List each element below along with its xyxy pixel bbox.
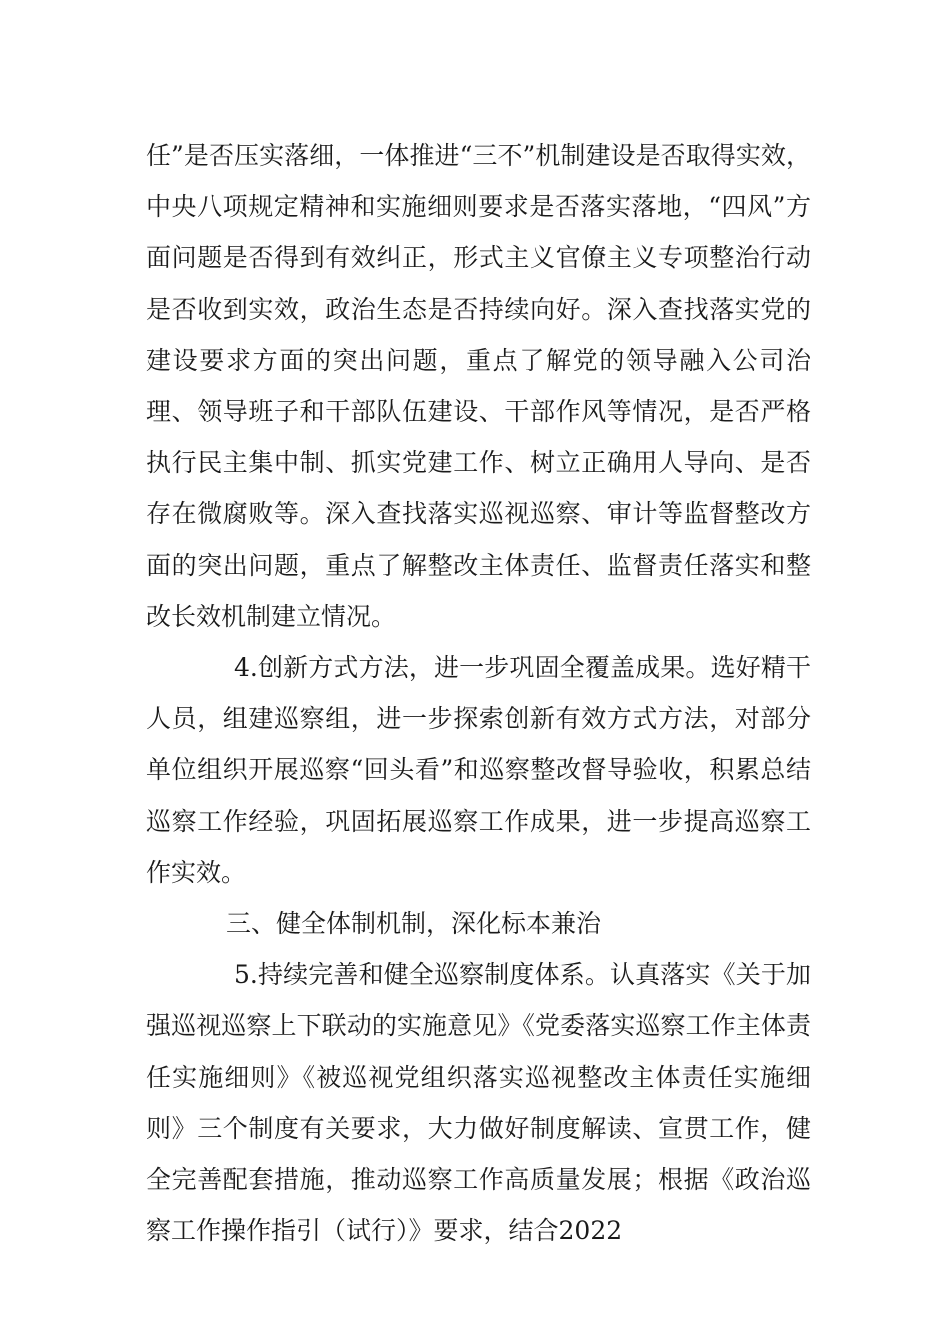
document-body (146, 130, 811, 1256)
paragraph-item-5: 5.持续完善和健全巡察制度体系。认真落实《关于加强巡视巡察上下联动的实施意见》《党委落实巡察工作主体责任实施细则》《被巡视党组织落实巡视整改主体责任实施细则》三个制度有关要求，大力做好制度解读、宣贯工作，健全完善配套措施，推动巡察工作高质量发展；根据《政治巡察工作操作指引（试行）》要求，结合2022 (146, 960, 811, 1246)
paragraph-item-4: 4.创新方式方法，进一步巩固全覆盖成果。选好精干人员，组建巡察组，进一步探索创新有效方式方法，对部分单位组织开展巡察“回头看”和巡察整改督导验收，积累总结巡察工作经验，巩固拓展巡察工作成果，进一步提高巡察工作实效。 (146, 653, 811, 887)
paragraph-continuation: 任”是否压实落细，一体推进“三不”机制建设是否取得实效，中央八项规定精神和实施细则要求是否落实落地，“四风”方面问题是否得到有效纠正，形式主义官僚主义专项整治行动是否收到实效，政治生态是否持续向好。深入查找落实党的建设要求方面的突出问题，重点了解党的领导融入公司治理、领导班子和干部队伍建设、干部作风等情况，是否严格执行民主集中制、抓实党建工作、树立正确用人导向、是否存在微腐败等。深入查找落实巡视巡察、审计等监督整改方面的突出问题，重点了解整改主体责任、监督责任落实和整改长效机制建立情况。 (146, 141, 811, 631)
section-heading-3: 三、健全体制机制，深化标本兼治 (226, 909, 602, 939)
